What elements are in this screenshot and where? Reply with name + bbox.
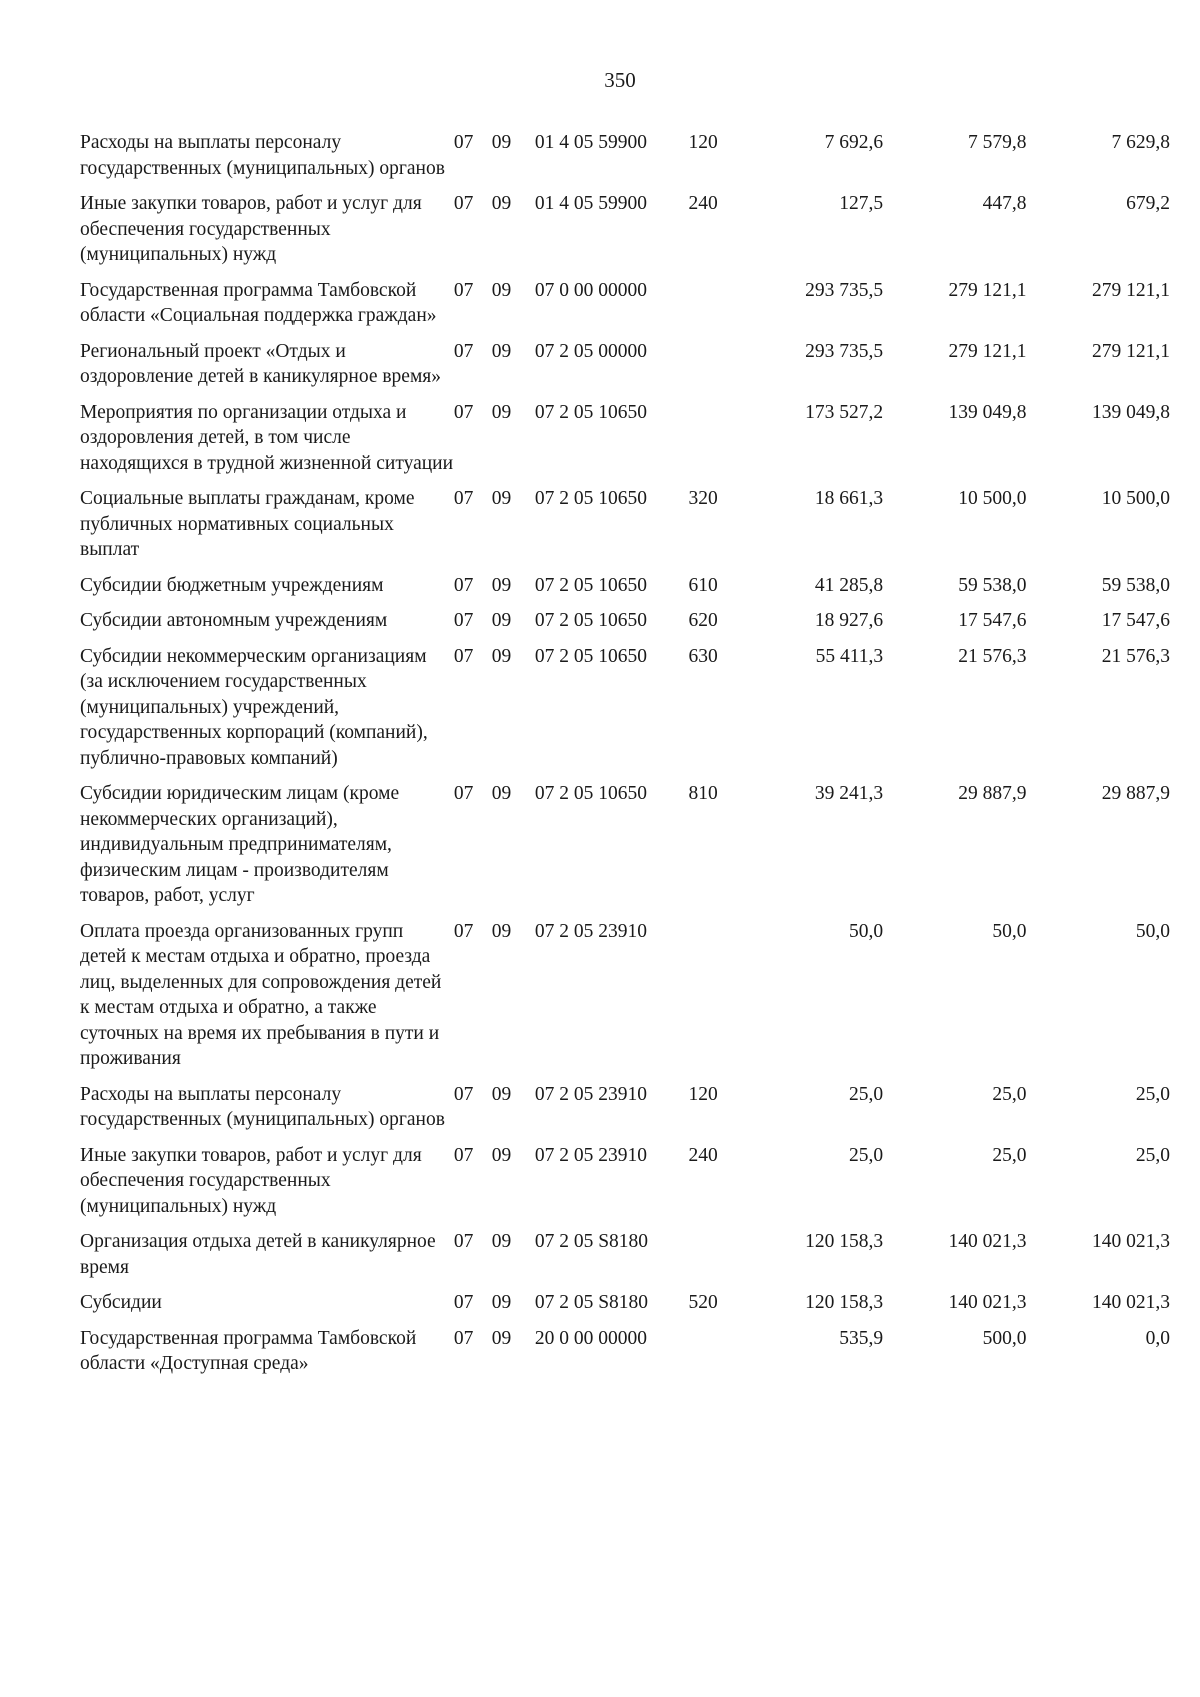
amount-year-1: 41 285,8 bbox=[814, 574, 884, 596]
amount-year-2: 140 021,3 bbox=[948, 1231, 1027, 1252]
target-article-code: 07 2 05 10650 bbox=[534, 783, 647, 804]
amount-year-3: 10 500,0 bbox=[1101, 488, 1170, 509]
amount-year-2: 447,8 bbox=[982, 193, 1027, 214]
line-item-name: Социальные выплаты гражданам, кроме публичных нормативных социальных выплат bbox=[80, 488, 415, 560]
amount-year-1: 535,9 bbox=[839, 1327, 884, 1349]
amount-year-2: 279 121,1 bbox=[948, 279, 1027, 301]
line-item-name: Иные закупки товаров, работ и услуг для обеспечения государственных (муниципальных) нужд bbox=[80, 1144, 422, 1217]
amount-year-1: 25,0 bbox=[848, 1083, 884, 1105]
expense-type-code bbox=[688, 919, 749, 1082]
line-item-name: Мероприятия по организации отдыха и оздоровления детей, в том числе находящихся в трудной жизненной ситуации bbox=[80, 401, 454, 474]
expense-type-code: 810 bbox=[688, 783, 718, 804]
line-item-name: Иные закупки товаров, работ и услуг для обеспечения государственных (муниципальных) нужд bbox=[80, 193, 422, 265]
budget-table bbox=[80, 130, 1170, 1387]
amount-year-1: 25,0 bbox=[848, 1144, 884, 1166]
section-code: 07 bbox=[453, 401, 474, 423]
line-item-name: Оплата проезда организованных групп детей к местам отдыха и обратно, проезда лиц, выделенных для сопровождения детей к местам отдыха и обратно, а также суточных на время их пребывания в пути и проживания bbox=[80, 920, 442, 1069]
table-row bbox=[80, 130, 1170, 191]
amount-year-3: 59 538,0 bbox=[1101, 574, 1170, 596]
subsection-code: 09 bbox=[491, 1231, 512, 1252]
amount-year-2: 279 121,1 bbox=[948, 340, 1027, 362]
subsection-code: 09 bbox=[491, 1144, 512, 1166]
subsection-code: 09 bbox=[491, 645, 512, 667]
table-row bbox=[80, 608, 1170, 644]
section-code: 07 bbox=[453, 279, 474, 301]
table-row bbox=[80, 191, 1170, 278]
expense-type-code: 240 bbox=[688, 193, 718, 214]
line-item-name: Субсидии бюджетным учреждениям bbox=[80, 574, 384, 596]
amount-year-2: 140 021,3 bbox=[948, 1292, 1027, 1313]
target-article-code: 01 4 05 59900 bbox=[534, 132, 647, 153]
line-item-name: Субсидии юридическим лицам (кроме некоммерческих организаций), индивидуальным предпринимателям, физическим лицам - производителям товаров, работ, услуг bbox=[80, 783, 400, 906]
subsection-code: 09 bbox=[491, 279, 512, 301]
amount-year-3: 7 629,8 bbox=[1111, 132, 1170, 153]
amount-year-2: 17 547,6 bbox=[958, 610, 1027, 631]
amount-year-2: 21 576,3 bbox=[958, 645, 1027, 667]
table-row bbox=[80, 1290, 1170, 1326]
amount-year-3: 140 021,3 bbox=[1092, 1231, 1170, 1252]
table-row bbox=[80, 278, 1170, 339]
amount-year-3: 25,0 bbox=[1135, 1083, 1170, 1105]
section-code: 07 bbox=[453, 1144, 474, 1166]
subsection-code: 09 bbox=[491, 920, 512, 942]
line-item-name: Государственная программа Тамбовской области «Доступная среда» bbox=[80, 1327, 417, 1374]
amount-year-1: 7 692,6 bbox=[824, 132, 884, 153]
target-article-code: 07 2 05 10650 bbox=[534, 488, 647, 509]
expense-type-code bbox=[688, 400, 749, 487]
amount-year-3: 279 121,1 bbox=[1092, 279, 1170, 301]
subsection-code: 09 bbox=[491, 610, 512, 631]
target-article-code: 07 2 05 00000 bbox=[534, 340, 647, 362]
target-article-code: 07 2 05 23910 bbox=[534, 1083, 647, 1105]
expense-type-code: 120 bbox=[688, 1083, 718, 1105]
expense-type-code bbox=[688, 1229, 749, 1290]
target-article-code: 07 2 05 23910 bbox=[534, 1144, 647, 1166]
section-code: 07 bbox=[453, 340, 474, 362]
amount-year-1: 120 158,3 bbox=[805, 1231, 884, 1252]
line-item-name: Субсидии некоммерческим организациям (за исключением государственных (муниципальных) учреждений, государственных корпораций (компаний), публично-правовых компаний) bbox=[80, 645, 428, 769]
amount-year-3: 17 547,6 bbox=[1101, 610, 1170, 631]
line-item-name: Расходы на выплаты персоналу государственных (муниципальных) органов bbox=[80, 132, 445, 179]
target-article-code: 07 2 05 10650 bbox=[534, 610, 647, 631]
line-item-name: Государственная программа Тамбовской области «Социальная поддержка граждан» bbox=[80, 279, 437, 326]
section-code: 07 bbox=[453, 920, 474, 942]
table-row bbox=[80, 573, 1170, 609]
subsection-code: 09 bbox=[491, 401, 512, 423]
page-number: 350 bbox=[604, 68, 636, 92]
expense-type-code: 620 bbox=[688, 610, 718, 631]
amount-year-1: 18 927,6 bbox=[814, 610, 884, 631]
section-code: 07 bbox=[453, 783, 474, 804]
subsection-code: 09 bbox=[491, 783, 512, 804]
target-article-code: 07 2 05 10650 bbox=[534, 645, 647, 667]
amount-year-2: 500,0 bbox=[982, 1327, 1027, 1349]
expense-type-code: 120 bbox=[688, 132, 718, 153]
section-code: 07 bbox=[453, 610, 474, 631]
table-row bbox=[80, 400, 1170, 487]
target-article-code: 07 2 05 S8180 bbox=[534, 1292, 649, 1313]
expense-type-code bbox=[688, 1326, 749, 1387]
line-item-name: Организация отдыха детей в каникулярное время bbox=[80, 1231, 436, 1278]
expense-type-code: 240 bbox=[688, 1144, 718, 1166]
amount-year-3: 0,0 bbox=[1145, 1327, 1170, 1349]
target-article-code: 07 2 05 S8180 bbox=[534, 1231, 649, 1252]
section-code: 07 bbox=[453, 1327, 474, 1349]
line-item-name: Региональный проект «Отдых и оздоровление детей в каникулярное время» bbox=[80, 340, 442, 387]
section-code: 07 bbox=[453, 1231, 474, 1252]
amount-year-1: 55 411,3 bbox=[815, 645, 884, 667]
amount-year-3: 279 121,1 bbox=[1092, 340, 1170, 362]
amount-year-1: 293 735,5 bbox=[805, 279, 884, 301]
amount-year-2: 7 579,8 bbox=[968, 132, 1027, 153]
subsection-code: 09 bbox=[491, 340, 512, 362]
target-article-code: 01 4 05 59900 bbox=[534, 193, 647, 214]
amount-year-1: 127,5 bbox=[839, 193, 884, 214]
table-row bbox=[80, 919, 1170, 1082]
expense-type-code: 610 bbox=[688, 574, 718, 596]
subsection-code: 09 bbox=[491, 132, 512, 153]
subsection-code: 09 bbox=[491, 574, 512, 596]
subsection-code: 09 bbox=[491, 1327, 512, 1349]
amount-year-1: 120 158,3 bbox=[805, 1292, 884, 1313]
table-row bbox=[80, 644, 1170, 782]
table-row bbox=[80, 1082, 1170, 1143]
subsection-code: 09 bbox=[491, 1292, 512, 1313]
amount-year-3: 25,0 bbox=[1135, 1144, 1170, 1166]
table-row bbox=[80, 486, 1170, 573]
table-row bbox=[80, 1229, 1170, 1290]
amount-year-2: 25,0 bbox=[992, 1144, 1027, 1166]
target-article-code: 07 2 05 10650 bbox=[534, 401, 647, 423]
target-article-code: 07 0 00 00000 bbox=[534, 279, 647, 301]
amount-year-3: 21 576,3 bbox=[1101, 645, 1170, 667]
expense-type-code bbox=[688, 339, 749, 400]
amount-year-3: 50,0 bbox=[1135, 920, 1170, 942]
amount-year-1: 18 661,3 bbox=[814, 488, 884, 509]
table-row bbox=[80, 339, 1170, 400]
amount-year-2: 59 538,0 bbox=[958, 574, 1027, 596]
amount-year-3: 679,2 bbox=[1126, 193, 1170, 214]
amount-year-2: 50,0 bbox=[992, 920, 1027, 942]
section-code: 07 bbox=[453, 132, 474, 153]
section-code: 07 bbox=[453, 488, 474, 509]
expense-type-code: 520 bbox=[688, 1292, 718, 1313]
subsection-code: 09 bbox=[491, 488, 512, 509]
amount-year-2: 10 500,0 bbox=[958, 488, 1027, 509]
amount-year-3: 139 049,8 bbox=[1092, 401, 1170, 423]
target-article-code: 07 2 05 23910 bbox=[534, 920, 647, 942]
line-item-name: Субсидии автономным учреждениям bbox=[80, 610, 388, 631]
expense-type-code bbox=[688, 278, 749, 339]
expense-type-code: 320 bbox=[688, 488, 718, 509]
section-code: 07 bbox=[453, 1292, 474, 1313]
target-article-code: 20 0 00 00000 bbox=[534, 1327, 647, 1349]
section-code: 07 bbox=[453, 645, 474, 667]
table-row bbox=[80, 1326, 1170, 1387]
subsection-code: 09 bbox=[491, 1083, 512, 1105]
amount-year-1: 50,0 bbox=[848, 920, 884, 942]
budget-table-body bbox=[80, 130, 1170, 1387]
target-article-code: 07 2 05 10650 bbox=[534, 574, 647, 596]
table-row bbox=[80, 1143, 1170, 1230]
subsection-code: 09 bbox=[491, 193, 512, 214]
amount-year-1: 39 241,3 bbox=[814, 783, 884, 804]
line-item-name: Субсидии bbox=[80, 1292, 162, 1313]
line-item-name: Расходы на выплаты персоналу государственных (муниципальных) органов bbox=[80, 1083, 445, 1130]
section-code: 07 bbox=[453, 574, 474, 596]
expense-type-code: 630 bbox=[688, 645, 718, 667]
amount-year-1: 293 735,5 bbox=[805, 340, 884, 362]
amount-year-2: 25,0 bbox=[992, 1083, 1027, 1105]
amount-year-2: 29 887,9 bbox=[958, 783, 1027, 804]
section-code: 07 bbox=[453, 1083, 474, 1105]
amount-year-1: 173 527,2 bbox=[805, 401, 884, 423]
section-code: 07 bbox=[453, 193, 474, 214]
amount-year-3: 29 887,9 bbox=[1101, 783, 1170, 804]
amount-year-2: 139 049,8 bbox=[948, 401, 1027, 423]
amount-year-3: 140 021,3 bbox=[1092, 1292, 1170, 1313]
table-row bbox=[80, 781, 1170, 919]
